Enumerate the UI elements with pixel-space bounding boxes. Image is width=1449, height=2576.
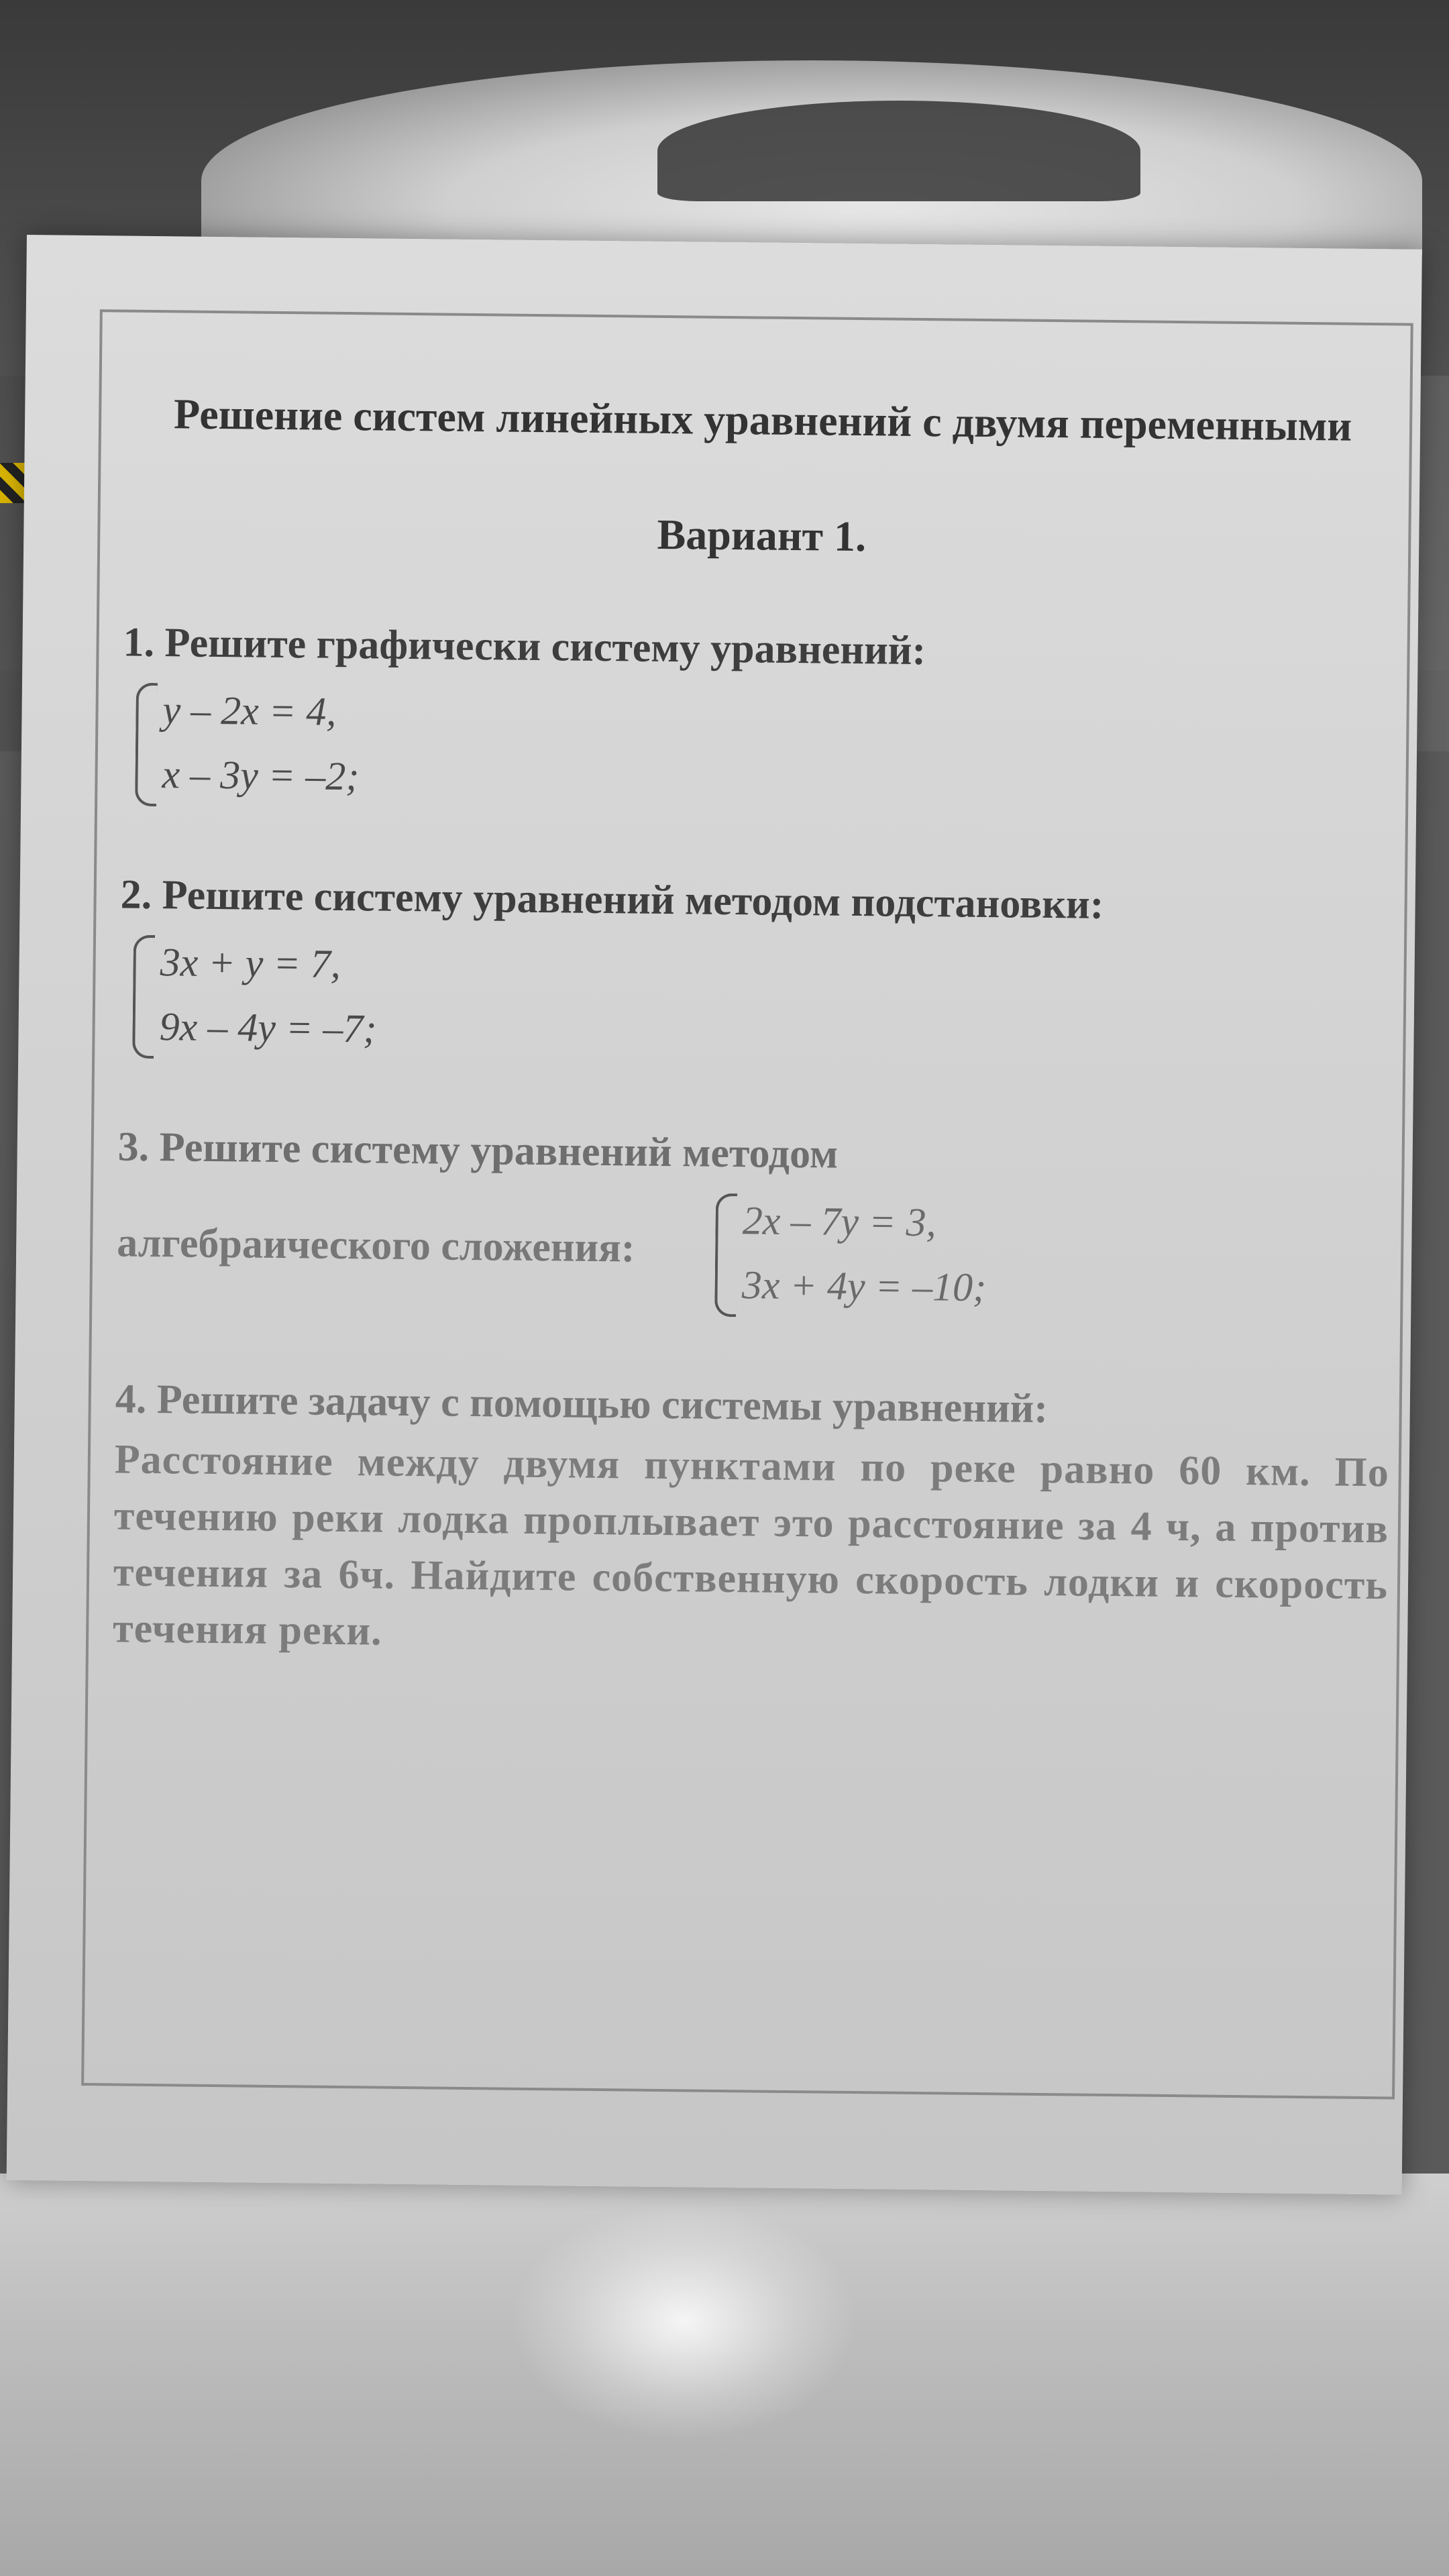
- worksheet-title: Решение систем линейных уравнений с двумя переменными: [173, 390, 1352, 450]
- task-2: [119, 867, 1395, 1072]
- brace-icon: [714, 1193, 737, 1317]
- paper-sheet: [7, 235, 1422, 2195]
- light-glare: [510, 2200, 859, 2442]
- task-2-heading: 2. Решите систему уравнений методом подстановки:: [120, 871, 1104, 928]
- worksheet-content: [113, 384, 1401, 1670]
- car-window: [657, 101, 1140, 201]
- task-3-heading-cont: алгебраического сложения:: [116, 1220, 635, 1271]
- equation-system-2: [132, 930, 1395, 1072]
- task-4-problem-text: Расстояние между двумя пунктами по реке равно 60 км. По течению реки лодка проплывает это расстояние за 4 ч, а против течения за 6ч. Найдите собственную скорость лодки и скорость течения реки.: [112, 1436, 1390, 1654]
- brace-icon: [132, 935, 155, 1059]
- equation: y – 2x = 4,: [162, 688, 337, 734]
- task-1: [121, 614, 1398, 820]
- brace-icon: [135, 683, 158, 806]
- equation-system-3: [714, 1188, 987, 1320]
- task-3: [116, 1118, 1393, 1324]
- equation: 2x – 7y = 3,: [742, 1198, 936, 1245]
- equation: 9x – 4y = –7;: [159, 1004, 377, 1051]
- equation: x – 3y = –2;: [162, 752, 360, 799]
- task-3-heading: 3. Решите систему уравнений методом: [117, 1124, 839, 1177]
- equation: 3x + 4y = –10;: [741, 1263, 987, 1310]
- variant-label: Вариант 1.: [657, 510, 867, 561]
- task-4: [113, 1371, 1390, 1670]
- equation-system-1: [135, 678, 1397, 820]
- task-1-heading: 1. Решите графически систему уравнений:: [123, 619, 926, 674]
- equation: 3x + y = 7,: [160, 940, 341, 986]
- task-4-heading: 4. Решите задачу с помощью системы уравнений:: [115, 1376, 1049, 1432]
- task-3-row: [116, 1175, 1392, 1324]
